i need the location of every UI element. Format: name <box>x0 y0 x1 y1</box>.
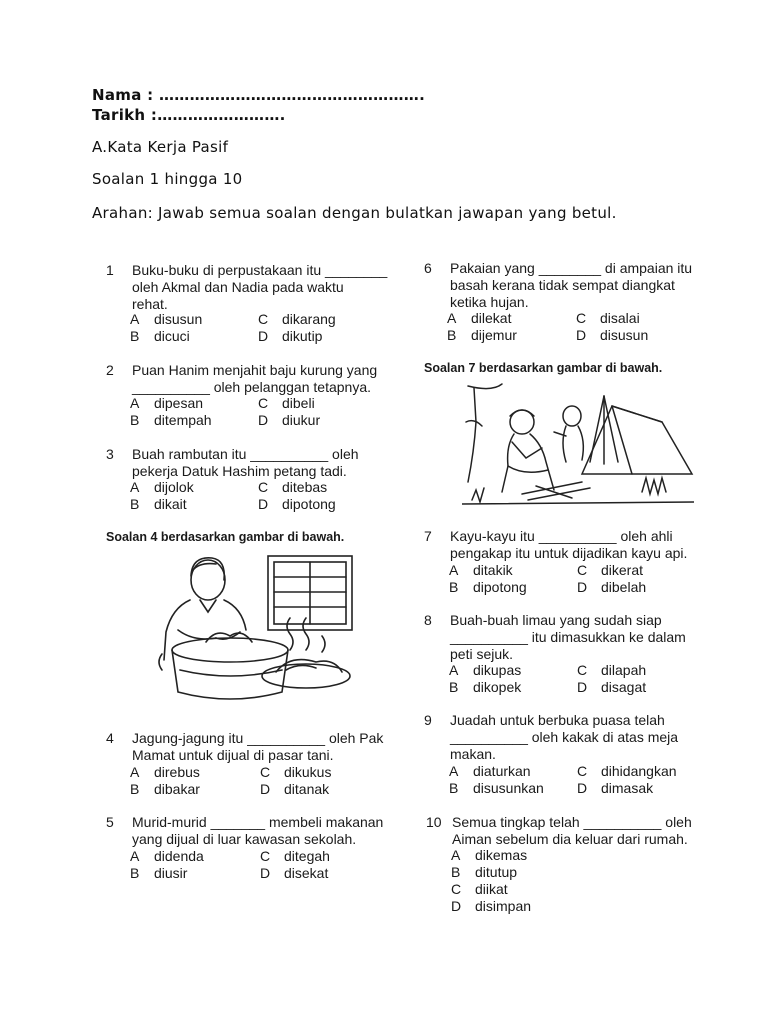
option-c[interactable]: C ditebas <box>258 479 328 495</box>
question-text: Juadah untuk berbuka puasa telah <box>450 712 665 728</box>
option-a[interactable]: A ditakik <box>449 562 513 578</box>
cooking-illustration <box>120 550 370 710</box>
question-text: __________ oleh pelanggan tetapnya. <box>132 379 371 395</box>
option-c[interactable]: C dihidangkan <box>577 763 677 779</box>
question-number: 3 <box>106 446 114 462</box>
option-b[interactable]: B diusir <box>130 865 188 881</box>
option-b[interactable]: B ditutup <box>451 864 518 880</box>
option-c[interactable]: C dikarang <box>258 311 336 327</box>
question-text: peti sejuk. <box>450 646 514 662</box>
option-c[interactable]: C dikukus <box>260 764 332 780</box>
option-d[interactable]: D disekat <box>260 865 329 881</box>
question-text: yang dijual di luar kawasan sekolah. <box>132 831 357 847</box>
question-text: pekerja Datuk Hashim petang tadi. <box>132 463 347 479</box>
option-d[interactable]: D dibelah <box>577 579 647 595</box>
option-a[interactable]: A didenda <box>130 848 204 864</box>
option-b[interactable]: B dicuci <box>130 328 190 344</box>
option-c[interactable]: C dibeli <box>258 395 315 411</box>
question-text: Aiman sebelum dia keluar dari rumah. <box>452 831 688 847</box>
question-text: Puan Hanim menjahit baju kurung yang <box>132 362 378 378</box>
option-b[interactable]: B dijemur <box>447 327 517 343</box>
option-b[interactable]: B dikait <box>130 496 187 512</box>
option-d[interactable]: D disimpan <box>451 898 532 914</box>
question-text: Buah-buah limau yang sudah siap <box>450 612 662 628</box>
name-field[interactable]: Nama : ……………………………………………. <box>92 86 426 104</box>
option-d[interactable]: D dipotong <box>258 496 336 512</box>
question-range: Soalan 1 hingga 10 <box>92 170 243 188</box>
question-number: 5 <box>106 814 114 830</box>
question-text: pengakap itu untuk dijadikan kayu api. <box>450 545 688 561</box>
question-number: 10 <box>426 814 442 830</box>
question-number: 8 <box>424 612 432 628</box>
question-text: rehat. <box>132 296 168 312</box>
option-a[interactable]: A disusun <box>130 311 203 327</box>
question-text: makan. <box>450 746 496 762</box>
question-text: Jagung-jagung itu __________ oleh Pak <box>132 730 384 746</box>
camping-illustration <box>462 382 694 510</box>
question-number: 6 <box>424 260 432 276</box>
question-text: __________ itu dimasukkan ke dalam <box>450 629 686 645</box>
question-text: __________ oleh kakak di atas meja <box>450 729 679 745</box>
option-b[interactable]: B dikopek <box>449 679 522 695</box>
option-a[interactable]: A dijolok <box>130 479 194 495</box>
question-text: Murid-murid _______ membeli makanan <box>132 814 384 830</box>
question-text: Semua tingkap telah __________ oleh <box>452 814 692 830</box>
option-a[interactable]: A dilekat <box>447 310 512 326</box>
option-a[interactable]: A diaturkan <box>449 763 531 779</box>
question-number: 1 <box>106 262 114 278</box>
question-text: Kayu-kayu itu __________ oleh ahli <box>450 528 673 544</box>
question-number: 2 <box>106 362 114 378</box>
option-d[interactable]: D disusun <box>576 327 649 343</box>
question-number: 9 <box>424 712 432 728</box>
question-text: Buku-buku di perpustakaan itu ________ <box>132 262 388 278</box>
question-text: Buah rambutan itu __________ oleh <box>132 446 359 462</box>
question-number: 7 <box>424 528 432 544</box>
option-b[interactable]: B ditempah <box>130 412 212 428</box>
section-title: A.Kata Kerja Pasif <box>92 138 229 156</box>
option-a[interactable]: A dipesan <box>130 395 204 411</box>
option-d[interactable]: D ditanak <box>260 781 330 797</box>
date-field[interactable]: Tarikh :……………………. <box>92 106 286 124</box>
question-text: basah kerana tidak sempat diangkat <box>450 277 675 293</box>
question-text: oleh Akmal dan Nadia pada waktu <box>132 279 344 295</box>
option-d[interactable]: D disagat <box>577 679 647 695</box>
option-a[interactable]: A dikemas <box>451 847 528 863</box>
instruction: Arahan: Jawab semua soalan dengan bulatkan jawapan yang betul. <box>92 204 617 222</box>
option-d[interactable]: D dikutip <box>258 328 323 344</box>
option-a[interactable]: A dikupas <box>449 662 522 678</box>
question-text: Pakaian yang ________ di ampaian itu <box>450 260 693 276</box>
option-c[interactable]: C dilapah <box>577 662 647 678</box>
option-c[interactable]: C dikerat <box>577 562 644 578</box>
option-c[interactable]: C disalai <box>576 310 640 326</box>
option-c[interactable]: C ditegah <box>260 848 330 864</box>
picture-note-q4: Soalan 4 berdasarkan gambar di bawah. <box>106 530 345 544</box>
option-d[interactable]: D diukur <box>258 412 321 428</box>
option-c[interactable]: C diikat <box>451 881 508 897</box>
picture-note-q7: Soalan 7 berdasarkan gambar di bawah. <box>424 361 663 375</box>
question-number: 4 <box>106 730 114 746</box>
question-text: ketika hujan. <box>450 294 529 310</box>
option-b[interactable]: B dibakar <box>130 781 200 797</box>
option-b[interactable]: B disusunkan <box>449 780 544 796</box>
option-a[interactable]: A direbus <box>130 764 200 780</box>
option-d[interactable]: D dimasak <box>577 780 654 796</box>
question-text: Mamat untuk dijual di pasar tani. <box>132 747 334 763</box>
option-b[interactable]: B dipotong <box>449 579 527 595</box>
